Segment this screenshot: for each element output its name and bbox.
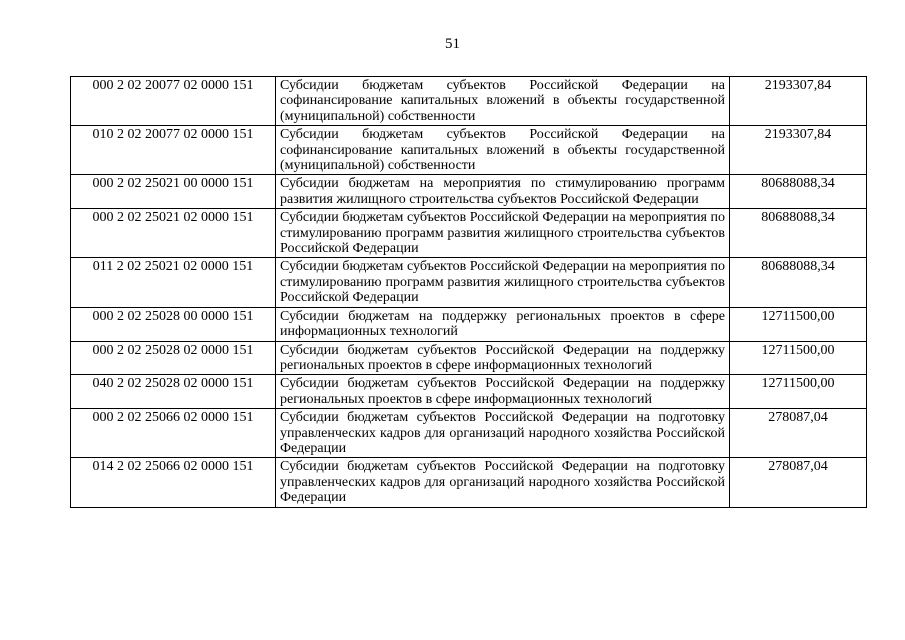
description-cell: Субсидии бюджетам субъектов Российской Федерации на мероприятия по стимулированию программ развития жилищного строительства субъектов Российской Федерации [276,258,730,307]
amount-cell: 2193307,84 [730,77,867,126]
table-row [71,458,867,507]
amount-cell: 2193307,84 [730,126,867,175]
table-row [71,307,867,341]
amount-cell: 80688088,34 [730,209,867,258]
description-cell: Субсидии бюджетам на поддержку региональных проектов в сфере информационных технологий [276,307,730,341]
description-cell: Субсидии бюджетам субъектов Российской Федерации на софинансирование капитальных вложений в объекты государственной (муниципальной) собственности [276,126,730,175]
budget-code-cell: 014 2 02 25066 02 0000 151 [71,458,276,507]
description-cell: Субсидии бюджетам субъектов Российской Федерации на софинансирование капитальных вложений в объекты государственной (муниципальной) собственности [276,77,730,126]
budget-revenue-table [70,76,867,508]
table-row [71,258,867,307]
budget-code-cell: 000 2 02 25066 02 0000 151 [71,409,276,458]
budget-code-cell: 011 2 02 25021 02 0000 151 [71,258,276,307]
budget-code-cell: 000 2 02 20077 02 0000 151 [71,77,276,126]
budget-code-cell: 000 2 02 25028 02 0000 151 [71,341,276,375]
description-cell: Субсидии бюджетам субъектов Российской Федерации на мероприятия по стимулированию программ развития жилищного строительства субъектов Российской Федерации [276,209,730,258]
table-row [71,341,867,375]
table-row [71,175,867,209]
page-number: 51 [445,36,460,52]
amount-cell: 278087,04 [730,409,867,458]
amount-cell: 12711500,00 [730,307,867,341]
budget-code-cell: 000 2 02 25028 00 0000 151 [71,307,276,341]
budget-code-cell: 000 2 02 25021 00 0000 151 [71,175,276,209]
table-row [71,77,867,126]
budget-code-cell: 040 2 02 25028 02 0000 151 [71,375,276,409]
table-body [71,77,867,508]
amount-cell: 278087,04 [730,458,867,507]
description-cell: Субсидии бюджетам субъектов Российской Федерации на подготовку управленческих кадров для организаций народного хозяйства Российской Федерации [276,409,730,458]
amount-cell: 80688088,34 [730,258,867,307]
budget-code-cell: 010 2 02 20077 02 0000 151 [71,126,276,175]
budget-code-cell: 000 2 02 25021 02 0000 151 [71,209,276,258]
amount-cell: 12711500,00 [730,341,867,375]
description-cell: Субсидии бюджетам субъектов Российской Федерации на поддержку региональных проектов в сфере информационных технологий [276,341,730,375]
amount-cell: 80688088,34 [730,175,867,209]
table-row [71,209,867,258]
description-cell: Субсидии бюджетам субъектов Российской Федерации на поддержку региональных проектов в сфере информационных технологий [276,375,730,409]
table-row [71,409,867,458]
table-row [71,126,867,175]
description-cell: Субсидии бюджетам субъектов Российской Федерации на подготовку управленческих кадров для организаций народного хозяйства Российской Федерации [276,458,730,507]
table-row [71,375,867,409]
amount-cell: 12711500,00 [730,375,867,409]
description-cell: Субсидии бюджетам на мероприятия по стимулированию программ развития жилищного строительства субъектов Российской Федерации [276,175,730,209]
